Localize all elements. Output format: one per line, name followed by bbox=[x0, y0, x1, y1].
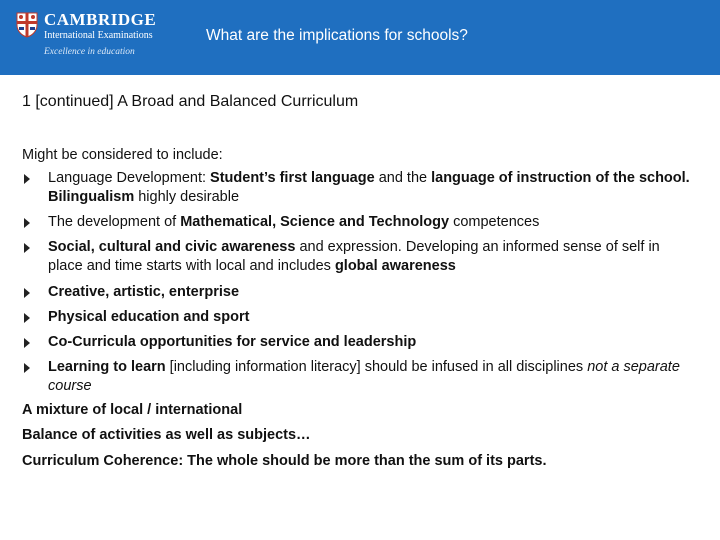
bullet-segment: [including information literacy] should be infused in all disciplines bbox=[165, 359, 588, 375]
bullet-segment: global awareness bbox=[334, 258, 456, 274]
bullet-text bbox=[48, 238, 696, 276]
bullet-segment: Creative, artistic, enterprise bbox=[48, 284, 240, 300]
logo-subtitle: International Examinations bbox=[44, 30, 153, 41]
bullet-segment: competences bbox=[449, 214, 540, 230]
intro-text: Might be considered to include: bbox=[22, 147, 223, 163]
bullet-segment: Learning to learn bbox=[48, 359, 166, 375]
bullet-item-language bbox=[24, 169, 696, 207]
bullet-segment: and expression. Developing an informed sense of self in place and time starts with local and includes bbox=[48, 239, 660, 274]
bullet-segment: Social, cultural and civic awareness bbox=[48, 239, 296, 255]
arrow-bullet-icon bbox=[24, 363, 30, 373]
bullet-segment: Student’s first language bbox=[210, 170, 375, 186]
logo-name: CAMBRIDGE bbox=[44, 10, 157, 29]
arrow-bullet-icon bbox=[24, 338, 30, 348]
cambridge-logo bbox=[16, 10, 156, 62]
bullet-item-physical bbox=[24, 308, 696, 327]
bullet-text bbox=[48, 283, 696, 302]
bullet-segment: The development of bbox=[48, 214, 181, 230]
arrow-bullet-icon bbox=[24, 243, 30, 253]
slide-title: What are the implications for schools? bbox=[206, 27, 468, 44]
bullet-text bbox=[48, 169, 696, 207]
bullet-item-stem bbox=[24, 213, 696, 232]
crest-icon bbox=[16, 12, 38, 38]
bullet-text bbox=[48, 333, 696, 352]
bullet-text bbox=[48, 308, 696, 327]
bullet-segment: Mathematical, Science and Technology bbox=[180, 214, 450, 230]
arrow-bullet-icon bbox=[24, 288, 30, 298]
bullet-segment: Bilingualism bbox=[48, 189, 135, 205]
bullet-segment: and the bbox=[374, 170, 432, 186]
bullet-text bbox=[48, 358, 696, 396]
bullet-segment: highly desirable bbox=[134, 189, 240, 205]
arrow-bullet-icon bbox=[24, 174, 30, 184]
bullet-segment: not a separate course bbox=[48, 359, 680, 394]
closing-line: Balance of activities as well as subjects… bbox=[22, 427, 311, 443]
bullet-item-creative bbox=[24, 283, 696, 302]
closing-line: A mixture of local / international bbox=[22, 402, 243, 418]
bullet-text bbox=[48, 213, 696, 232]
bullet-segment: language of instruction of the school. bbox=[431, 170, 690, 186]
bullet-segment: Co-Curricula opportunities for service and leadership bbox=[48, 334, 417, 350]
arrow-bullet-icon bbox=[24, 313, 30, 323]
bullet-segment: Language Development: bbox=[48, 170, 211, 186]
bullet-item-learning bbox=[24, 358, 696, 396]
logo-tagline: Excellence in education bbox=[44, 47, 135, 57]
arrow-bullet-icon bbox=[24, 218, 30, 228]
bullet-segment: Physical education and sport bbox=[48, 309, 250, 325]
bullet-item-social bbox=[24, 238, 696, 276]
header-banner bbox=[0, 0, 720, 75]
closing-line: Curriculum Coherence: The whole should be more than the sum of its parts. bbox=[22, 453, 547, 469]
section-subtitle: 1 [continued] A Broad and Balanced Curriculum bbox=[22, 93, 359, 110]
bullet-item-cocurricula bbox=[24, 333, 696, 352]
